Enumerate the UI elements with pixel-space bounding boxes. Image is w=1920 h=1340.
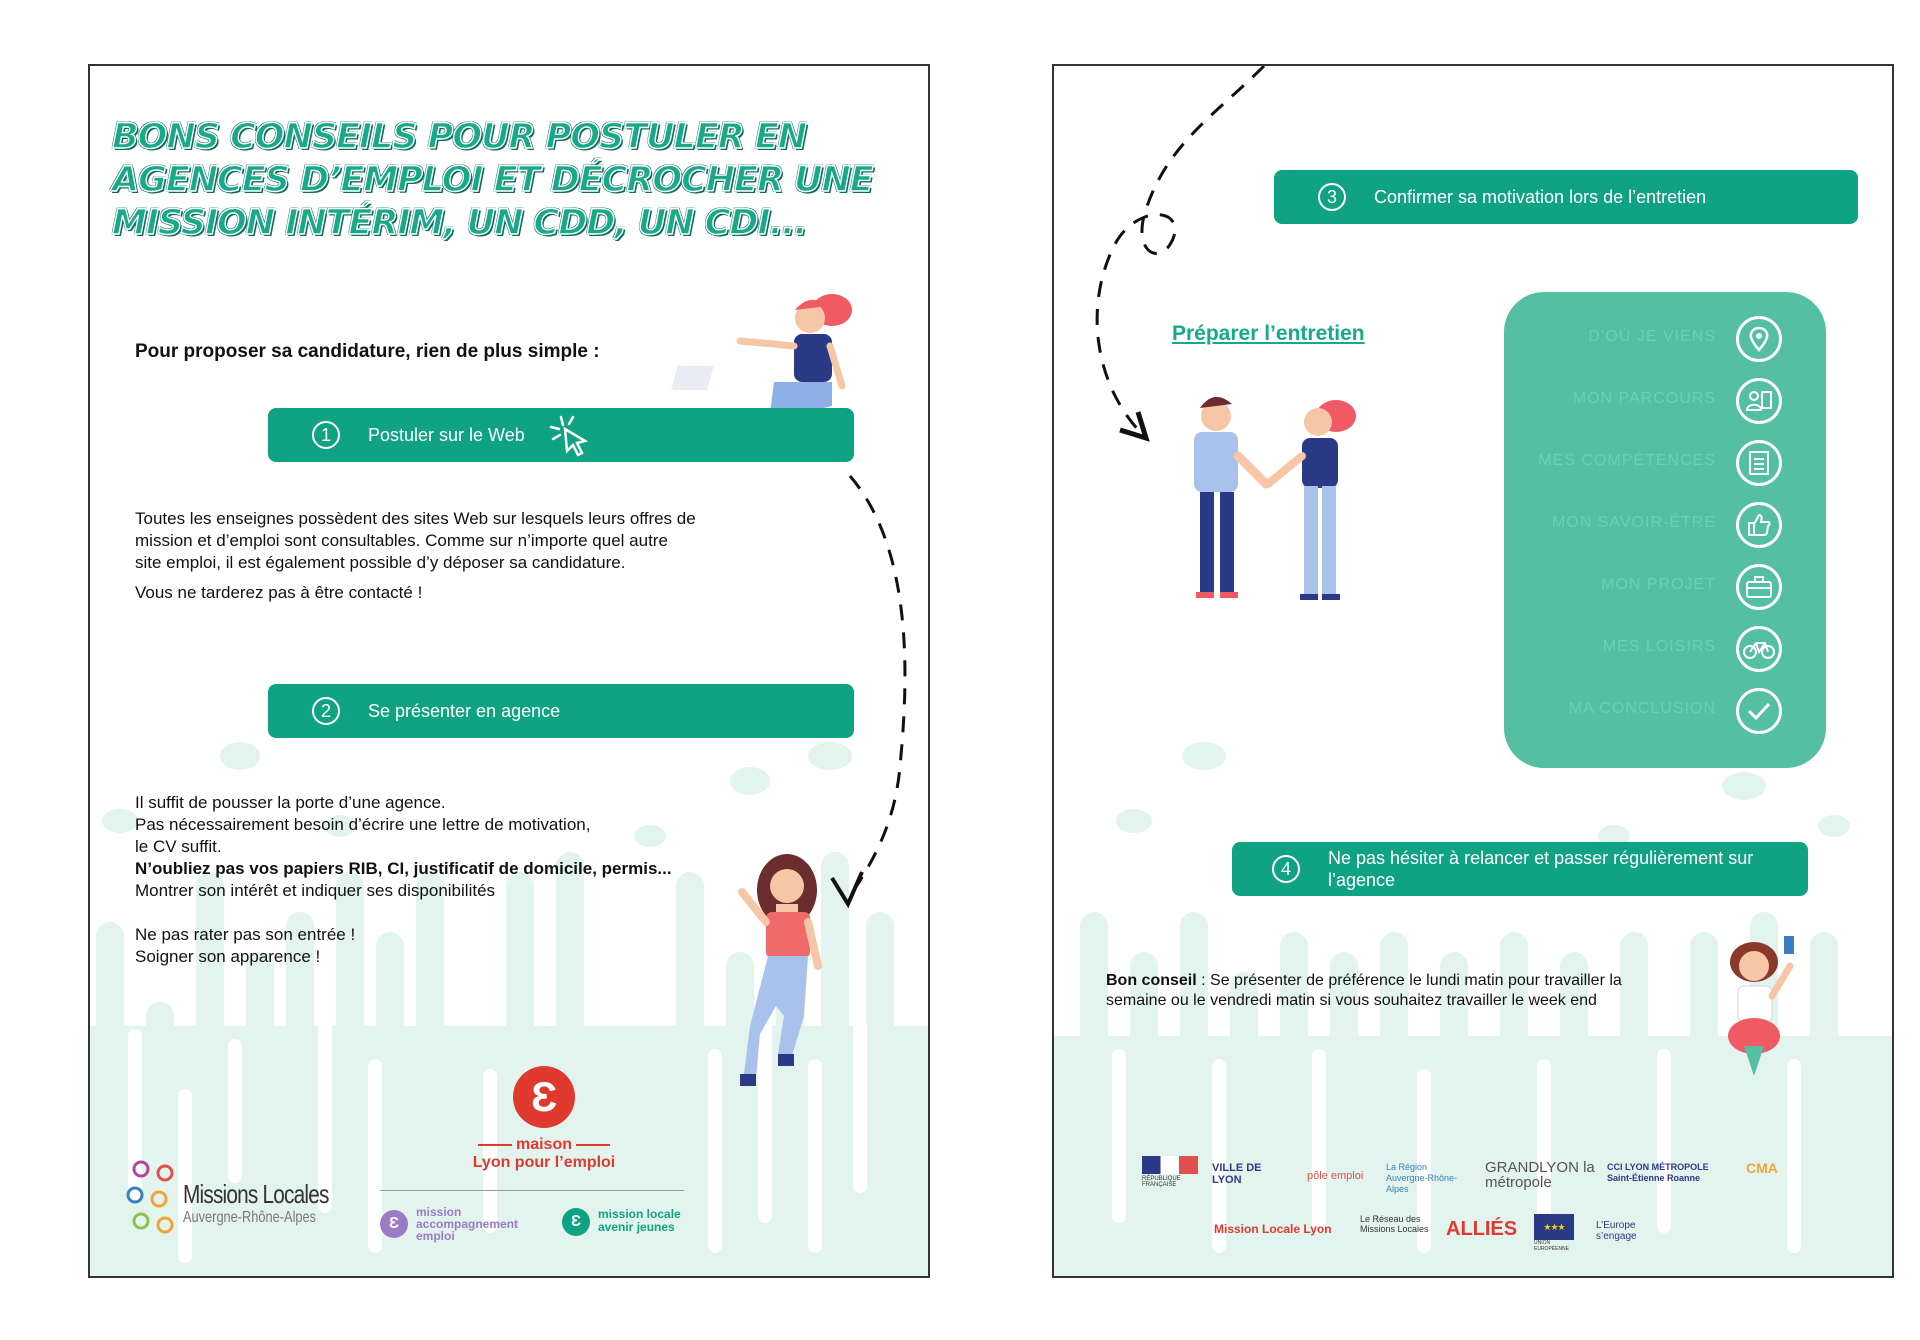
step-3-banner <box>1274 170 1858 224</box>
mae-line: accompagnement <box>416 1217 519 1231</box>
tip-label: Bon conseil <box>1106 972 1197 989</box>
partner-logo-pole-emploi: pôle emploi <box>1307 1170 1364 1182</box>
handshake-illustration <box>1194 397 1356 600</box>
step-2-text-line: Il suffit de pousser la porte d’une agence. <box>135 793 446 812</box>
step-1-text-line: Vous ne tarderez pas à être contacté ! <box>135 583 423 602</box>
step-3-label: Confirmer sa motivation lors de l’entretien <box>1374 186 1707 207</box>
panel-item-label: MON PARCOURS <box>1572 390 1716 407</box>
mission-locale-avenir-jeunes-logo <box>562 1206 702 1246</box>
panel-item-label: MES COMPÉTENCES <box>1538 452 1716 469</box>
panel-item-label: MON SAVOIR-ÊTRE <box>1551 514 1716 531</box>
maison-lyon-emploi-logo <box>454 1066 634 1176</box>
step-2-text-line: Pas nécessairement besoin d’écrire une lettre de motivation, <box>135 815 591 834</box>
location-pin-icon <box>1736 316 1782 362</box>
missions-locales-logo <box>125 1159 345 1249</box>
intro-text: Pour proposer sa candidature, rien de plus simple : <box>135 341 600 362</box>
step-2-text-line: Montrer son intérêt et indiquer ses disponibilités <box>135 881 496 900</box>
step-4-banner <box>1232 842 1808 896</box>
panel-item-label: MES LOISIRS <box>1602 638 1716 655</box>
panel-item <box>1504 438 1826 488</box>
click-cursor-icon <box>549 413 597 457</box>
panel-item <box>1504 562 1826 612</box>
panel-item-label: D’OÙ JE VIENS <box>1588 328 1716 345</box>
eu-flag-icon: ★★★ <box>1534 1214 1574 1240</box>
step-1-text-line: Toutes les enseignes possèdent des sites Web sur lesquels leurs offres de <box>135 509 696 528</box>
panel-item <box>1504 314 1826 364</box>
maison-logo-line-1: maison <box>515 1136 572 1153</box>
partner-logo-cma: CMA <box>1746 1160 1778 1176</box>
page-title <box>112 116 892 245</box>
partner-logo-republique: RÉPUBLIQUE FRANÇAISE <box>1142 1156 1198 1188</box>
mae-mark-icon: Ɛ <box>380 1210 408 1238</box>
partner-logos-row-2 <box>1214 1214 1834 1254</box>
step-2-text-line: le CV suffit. <box>135 837 222 856</box>
step-2-text-line: N’oubliez pas vos papiers RIB, CI, justificatif de domicile, permis... <box>135 859 672 878</box>
step-1-banner <box>268 408 854 462</box>
partner-logo-reseau: Le Réseau des Missions Locales <box>1360 1214 1429 1234</box>
prepare-interview-link[interactable]: Préparer l’entretien <box>1172 322 1365 345</box>
step-2-number: 2 <box>312 697 340 725</box>
partner-logo-eu: ★★★ UNION EUROPÉENNE <box>1534 1214 1574 1252</box>
bicycle-icon <box>1736 626 1782 672</box>
step-2-text-line: Soigner son apparence ! <box>135 947 321 966</box>
maison-logo-mark-icon: Ɛ <box>513 1066 575 1128</box>
partner-logo-mission-locale-lyon: Mission Locale Lyon <box>1214 1222 1332 1236</box>
title-line-2: AGENCES D’EMPLOI ET DÉCROCHER UNE <box>112 160 873 200</box>
title-line-3: MISSION INTÉRIM, UN CDD, UN CDI... <box>112 203 807 243</box>
partner-logos-row-1 <box>1142 1156 1842 1196</box>
step-1-text-line: site emploi, il est également possible d’y déposer sa candidature. <box>135 553 626 572</box>
step-4-number: 4 <box>1272 855 1300 883</box>
tip-text: : Se présenter de préférence le lundi matin pour travailler la semaine ou le vendredi matin si vous souhaitez travailler le week end <box>1106 972 1622 1009</box>
partner-logo-region: La Région Auvergne-Rhône-Alpes <box>1386 1162 1458 1194</box>
checkmark-icon <box>1736 688 1782 734</box>
title-line-1: BONS CONSEILS POUR POSTULER EN <box>112 117 807 157</box>
checklist-icon <box>1736 440 1782 486</box>
step-2-text <box>135 792 735 968</box>
mae-line: emploi <box>416 1229 455 1243</box>
panel-item <box>1504 376 1826 426</box>
logo-divider <box>380 1190 684 1191</box>
missions-locales-subtitle: Auvergne-Rhône-Alpes <box>183 1209 317 1226</box>
partner-logo-europe-engage: L’Europe s’engage <box>1596 1220 1637 1242</box>
step-4-label: Ne pas hésiter à relancer et passer régulièrement sur l’agence <box>1328 848 1754 890</box>
step-2-banner <box>268 684 854 738</box>
missions-locales-symbol-icon <box>125 1159 181 1245</box>
partner-logo-allies: ALLIÉS <box>1446 1218 1518 1240</box>
maison-logo-line-2: Lyon pour l’emploi <box>472 1154 616 1171</box>
partner-logo-cci: CCI LYON MÉTROPOLE Saint-Étienne Roanne <box>1607 1162 1709 1183</box>
step-3-number: 3 <box>1318 183 1346 211</box>
partner-logo-ville-lyon: VILLE DE LYON <box>1212 1162 1262 1186</box>
resume-icon <box>1736 378 1782 424</box>
step-1-label: Postuler sur le Web <box>368 424 525 445</box>
panel-item <box>1504 686 1826 736</box>
panel-item-label: MON PROJET <box>1601 576 1716 593</box>
panel-item <box>1504 624 1826 674</box>
mlaj-line: mission locale <box>598 1207 681 1221</box>
briefcase-icon <box>1736 564 1782 610</box>
partner-logo-grandlyon: GRANDLYON la métropole <box>1485 1159 1595 1191</box>
mission-accompagnement-emploi-logo <box>380 1206 550 1254</box>
panel-item-label: MA CONCLUSION <box>1568 700 1716 717</box>
step-1-text <box>135 508 775 604</box>
page-1 <box>88 64 930 1278</box>
mae-line: mission <box>416 1205 462 1219</box>
interview-prep-panel <box>1504 292 1826 768</box>
missions-locales-name: Missions Locales <box>183 1179 329 1209</box>
page-2 <box>1052 64 1894 1278</box>
mlaj-line: avenir jeunes <box>598 1220 675 1234</box>
panel-item <box>1504 500 1826 550</box>
step-1-text-line: mission et d’emploi sont consultables. Comme sur n’importe quel autre <box>135 531 668 550</box>
mlaj-mark-icon: Ɛ <box>562 1208 590 1236</box>
step-1-number: 1 <box>312 421 340 449</box>
good-advice-tip <box>1106 971 1666 1011</box>
thumbs-up-icon <box>1736 502 1782 548</box>
step-2-text-line: Ne pas rater pas son entrée ! <box>135 925 356 944</box>
step-2-label: Se présenter en agence <box>368 700 561 721</box>
